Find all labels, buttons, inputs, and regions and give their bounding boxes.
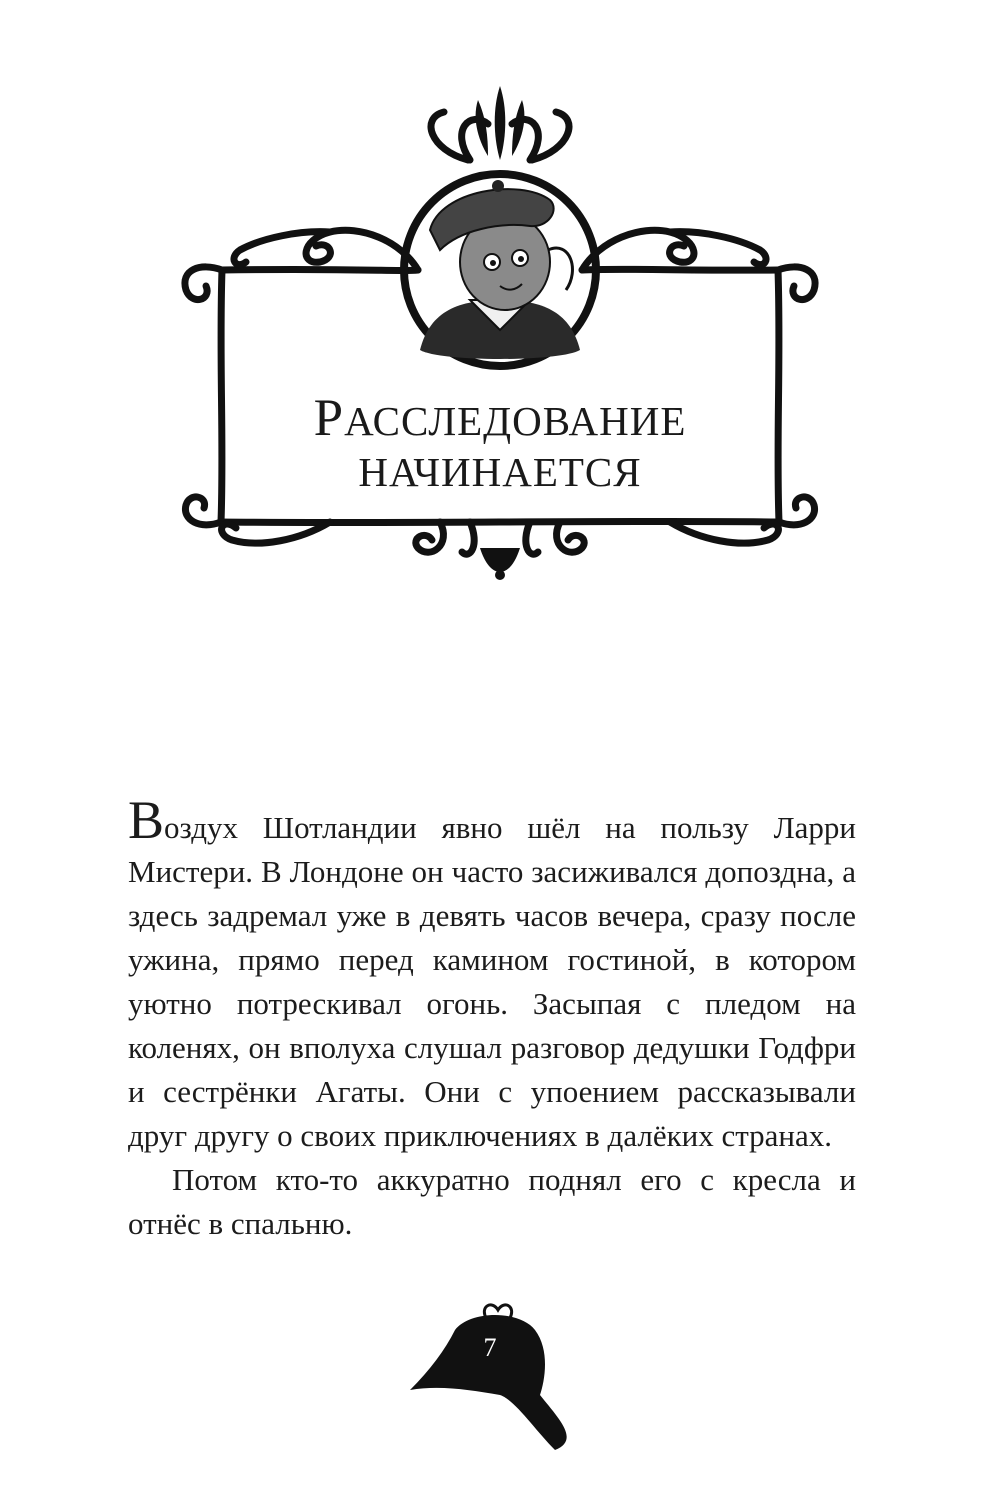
deerstalker-hat-icon [0,1300,1000,1495]
chapter-title-line1: РАССЛЕДОВАНИЕ [313,389,687,447]
page-number: 7 [483,1333,497,1362]
chapter-ornament-frame [0,0,1000,620]
chapter-title [220,388,780,497]
chapter-body [128,790,856,1246]
paragraph-2: Потом кто-то аккуратно поднял его с кресла и отнёс в спальню. [128,1162,856,1241]
chapter-title-line2: НАЧИНАЕТСЯ [358,449,642,496]
drop-cap: В [128,790,165,850]
paragraph-1: Воздух Шотландии явно шёл на пользу Ларри Мистери. В Лондоне он часто засиживался допоздна, а здесь задремал уже в девять часов вечера, сразу после ужина, прямо перед камином гостиной, в котором уютно потрескивал огонь. Засыпая с пледом на коленях, он вполуха слушал разговор дедушки Годфри и сестрёнки Агаты. Они с упоением рассказывали друг другу о своих приключениях в далёких странах. [128,790,856,1153]
boy-portrait-icon [420,180,580,359]
